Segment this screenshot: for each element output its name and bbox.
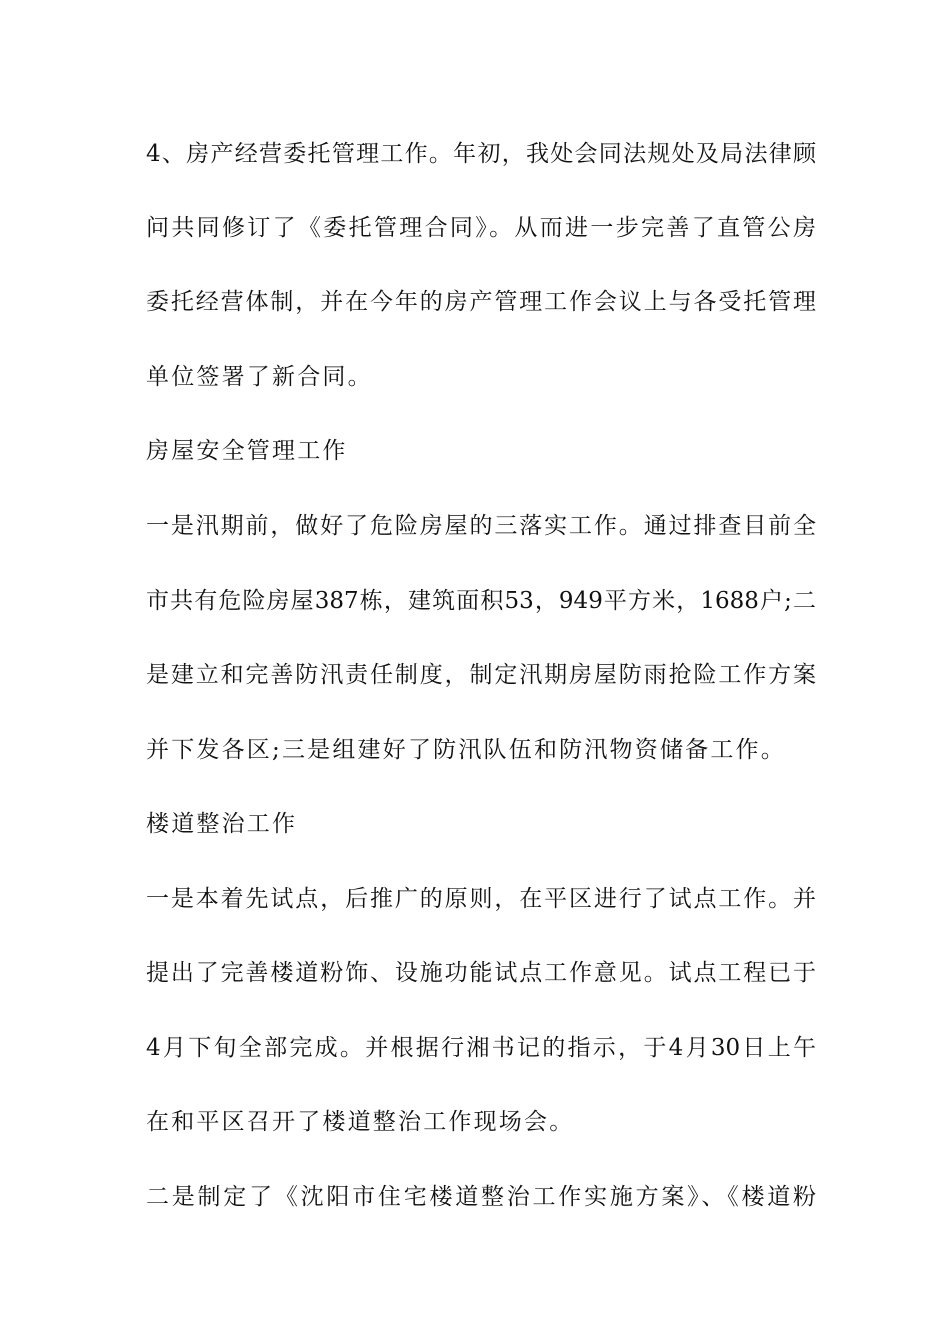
section-heading: 楼道整治工作 — [146, 811, 298, 837]
paragraph-line: 委托经营体制，并在今年的房产管理工作会议上与各受托管理 — [146, 289, 816, 315]
section-heading: 房屋安全管理工作 — [146, 438, 348, 464]
paragraph-line: 单位签署了新合同。 — [146, 364, 373, 390]
paragraph-line: 并下发各区;三是组建好了防汛队伍和防汛物资储备工作。 — [146, 737, 786, 763]
paragraph-line: 二是制定了《沈阳市住宅楼道整治工作实施方案》、《楼道粉 — [146, 1184, 816, 1210]
paragraph-line: 问共同修订了《委托管理合同》。从而进一步完善了直管公房 — [146, 215, 816, 241]
paragraph-line: 一是汛期前，做好了危险房屋的三落实工作。通过排查目前全 — [146, 513, 816, 539]
paragraph-line: 市共有危险房屋387栋，建筑面积53，949平方米，1688户;二 — [146, 588, 816, 614]
paragraph-line: 提出了完善楼道粉饰、设施功能试点工作意见。试点工程已于 — [146, 960, 816, 986]
paragraph-line: 一是本着先试点，后推广的原则，在平区进行了试点工作。并 — [146, 886, 816, 912]
paragraph-line: 在和平区召开了楼道整治工作现场会。 — [146, 1109, 575, 1135]
paragraph-line: 是建立和完善防汛责任制度，制定汛期房屋防雨抢险工作方案 — [146, 662, 816, 688]
paragraph-line: 4月下旬全部完成。并根据行湘书记的指示，于4月30日上午 — [146, 1035, 816, 1061]
paragraph-line: 4、房产经营委托管理工作。年初，我处会同法规处及局法律顾 — [146, 141, 816, 167]
